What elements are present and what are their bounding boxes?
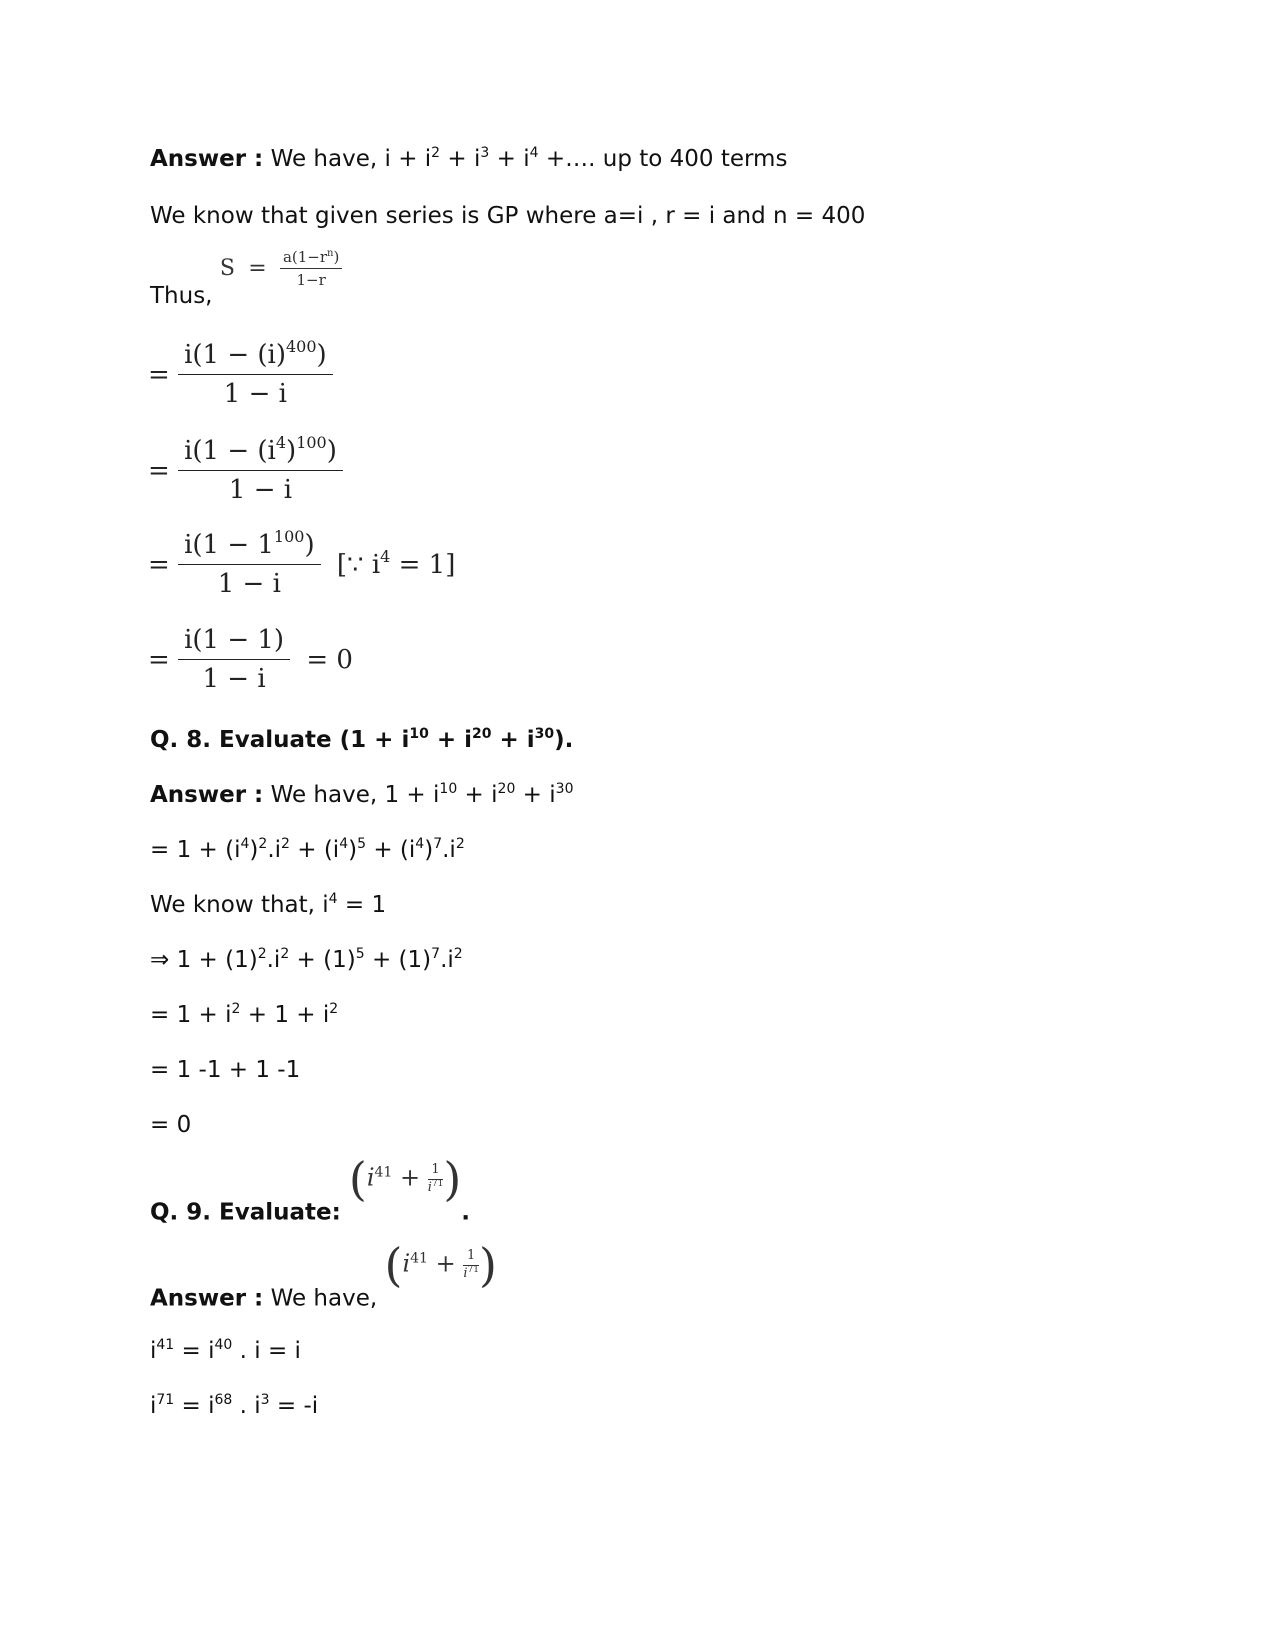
superscript: 2 [258, 836, 268, 852]
fraction [178, 337, 333, 409]
numerator-text: ) [286, 436, 297, 466]
close-paren: ) [478, 1238, 497, 1292]
text: .i [442, 837, 456, 863]
superscript: 30 [555, 781, 574, 797]
question-text: Q. 9. Evaluate: [150, 1199, 341, 1226]
text: = -i [269, 1393, 319, 1419]
text: + (i [366, 837, 416, 863]
period: . [461, 1199, 471, 1226]
base-i: i [366, 1163, 375, 1192]
sum-fraction [280, 248, 342, 289]
fraction-denominator: 1 − i [217, 569, 281, 599]
text: ) [424, 837, 434, 863]
text: = 1 + (i [150, 837, 241, 863]
fraction-numerator: 1 [463, 1249, 479, 1265]
superscript: 10 [439, 781, 458, 797]
text: = i [174, 1393, 215, 1419]
plus-sign: + [392, 1163, 428, 1192]
fraction-denominator: 1 − i [228, 475, 293, 505]
fraction-numerator [178, 433, 343, 471]
text: = 1 + i [150, 1002, 232, 1028]
equals-sign: = [148, 455, 170, 486]
fraction-denominator: 1 − i [223, 379, 287, 409]
equals-sign: = [148, 549, 170, 580]
text: We know that, i [150, 892, 329, 918]
step-4 [150, 1002, 338, 1028]
text: We have, [263, 1285, 378, 1312]
superscript: 71 [431, 1178, 444, 1189]
superscript: 100 [273, 527, 305, 546]
q9-expression [349, 1152, 461, 1206]
answer-label: Answer : [150, 1285, 264, 1312]
numerator-text: ) [333, 248, 340, 266]
expression-body [367, 1163, 444, 1195]
open-paren: ( [384, 1238, 403, 1292]
numerator-text: i(1 − 1 [184, 530, 274, 560]
equals-sign: = [248, 256, 267, 281]
superscript: 5 [357, 836, 367, 852]
numerator-text: ) [316, 340, 327, 370]
denominator-base: i [463, 1265, 468, 1281]
superscript: 4 [328, 891, 338, 907]
superscript: 2 [280, 946, 290, 962]
gp-statement: We know that given series is GP where a=i , r = i and n = 400 [150, 203, 866, 229]
text: We have, 1 + i [263, 782, 440, 808]
superscript: 2 [257, 946, 267, 962]
denominator-base: i [427, 1179, 432, 1195]
fraction-numerator [280, 248, 342, 269]
text: + i [515, 782, 556, 808]
superscript: 3 [480, 145, 490, 161]
fraction [463, 1249, 479, 1281]
answer-9 [150, 1238, 497, 1312]
equation-2 [148, 433, 343, 505]
answer-label: Answer : [150, 782, 264, 808]
superscript: 30 [534, 726, 555, 742]
note-text: = 1] [390, 549, 456, 580]
equation-1 [148, 337, 333, 409]
result-zero: = 0 [306, 644, 353, 675]
fraction-numerator: 1 [428, 1163, 444, 1179]
equals-sign: = [148, 644, 170, 675]
text: .i [440, 947, 454, 973]
text: . i [232, 1393, 261, 1419]
text: i [150, 1393, 157, 1419]
superscript: 4 [380, 546, 391, 566]
text: +…. up to 400 terms [538, 146, 788, 172]
fraction-denominator [428, 1180, 444, 1195]
open-paren: ( [348, 1152, 367, 1206]
fraction-numerator [178, 337, 333, 375]
superscript: 4 [275, 433, 287, 452]
a9-expression [385, 1238, 497, 1292]
superscript: 4 [240, 836, 250, 852]
step-3 [150, 947, 463, 973]
superscript: 41 [156, 1337, 175, 1353]
superscript: 100 [296, 433, 327, 452]
equals-sign: = [148, 359, 170, 390]
superscript: 2 [453, 946, 463, 962]
superscript: 7 [431, 946, 441, 962]
step-5: = 1 -1 + 1 -1 [150, 1057, 301, 1083]
plus-sign: + [427, 1249, 464, 1278]
numerator-text: ) [304, 530, 315, 560]
superscript: 4 [339, 836, 349, 852]
numerator-text: ) [326, 436, 337, 466]
superscript: 2 [231, 1001, 241, 1017]
superscript: 20 [497, 781, 516, 797]
fraction-numerator [178, 527, 321, 565]
question-text: + i [428, 727, 472, 753]
superscript: 10 [409, 726, 429, 742]
superscript: 2 [455, 836, 465, 852]
text: ⇒ 1 + (1) [150, 947, 258, 973]
superscript: 4 [415, 836, 425, 852]
superscript: 71 [467, 1264, 479, 1275]
superscript: 2 [281, 836, 290, 852]
text: = i [174, 1338, 215, 1364]
superscript: 71 [156, 1392, 175, 1408]
superscript: 41 [410, 1250, 428, 1267]
thus-label: Thus, [150, 283, 213, 309]
superscript: 68 [214, 1392, 233, 1408]
fraction-denominator: 1 − i [202, 664, 266, 694]
superscript: 400 [285, 337, 317, 356]
answer-8 [150, 782, 573, 808]
superscript: 40 [214, 1337, 233, 1353]
since-note [336, 546, 456, 580]
text: . i = i [232, 1338, 301, 1364]
step-1 [150, 837, 465, 863]
text: + (i [289, 837, 340, 863]
superscript: 41 [374, 1164, 393, 1181]
sum-symbol: S [219, 256, 235, 281]
fraction [178, 433, 343, 505]
fraction [428, 1163, 444, 1195]
expression-body [402, 1249, 479, 1281]
superscript: 7 [433, 836, 443, 852]
numerator-text: i(1 − (i [184, 436, 276, 466]
question-8 [150, 727, 573, 753]
text: We have, i + i [263, 146, 432, 172]
numerator-text: i(1 − (i) [184, 340, 286, 370]
text: .i [267, 837, 282, 863]
step-8 [150, 1393, 318, 1419]
text: + (1) [289, 947, 356, 973]
answer-label: Answer : [150, 146, 264, 172]
step-6: = 0 [150, 1112, 192, 1138]
close-paren: ) [443, 1152, 462, 1206]
superscript: 2 [329, 1001, 339, 1017]
step-7 [150, 1338, 301, 1364]
text: .i [266, 947, 281, 973]
equation-4 [148, 625, 353, 694]
fraction-denominator: 1−r [296, 271, 326, 289]
note-text: [∵ i [336, 549, 381, 580]
base-i: i [402, 1249, 411, 1278]
question-text: + i [491, 727, 535, 753]
superscript: 4 [529, 145, 539, 161]
text: + i [440, 146, 481, 172]
answer-line-1 [150, 146, 787, 172]
text: i [150, 1338, 157, 1364]
numerator-text: a(1−r [282, 248, 328, 266]
text: = 1 [337, 892, 387, 918]
fraction-numerator: i(1 − 1) [178, 625, 290, 660]
text: + 1 + i [240, 1002, 330, 1028]
superscript: 2 [431, 145, 441, 161]
superscript: 3 [260, 1392, 270, 1408]
step-2 [150, 892, 386, 918]
superscript: n [327, 248, 334, 259]
text: ) [249, 837, 259, 863]
fraction [178, 625, 290, 694]
question-text: ). [554, 727, 574, 753]
text: ) [348, 837, 358, 863]
text: + i [489, 146, 530, 172]
text: + i [457, 782, 498, 808]
sum-formula-line [150, 248, 342, 309]
superscript: 5 [355, 946, 365, 962]
fraction-denominator [463, 1266, 479, 1281]
text: + (1) [364, 947, 432, 973]
equation-3 [148, 527, 456, 599]
fraction [178, 527, 321, 599]
superscript: 20 [472, 726, 492, 742]
question-9 [150, 1152, 471, 1226]
question-text: Q. 8. Evaluate (1 + i [150, 727, 410, 753]
